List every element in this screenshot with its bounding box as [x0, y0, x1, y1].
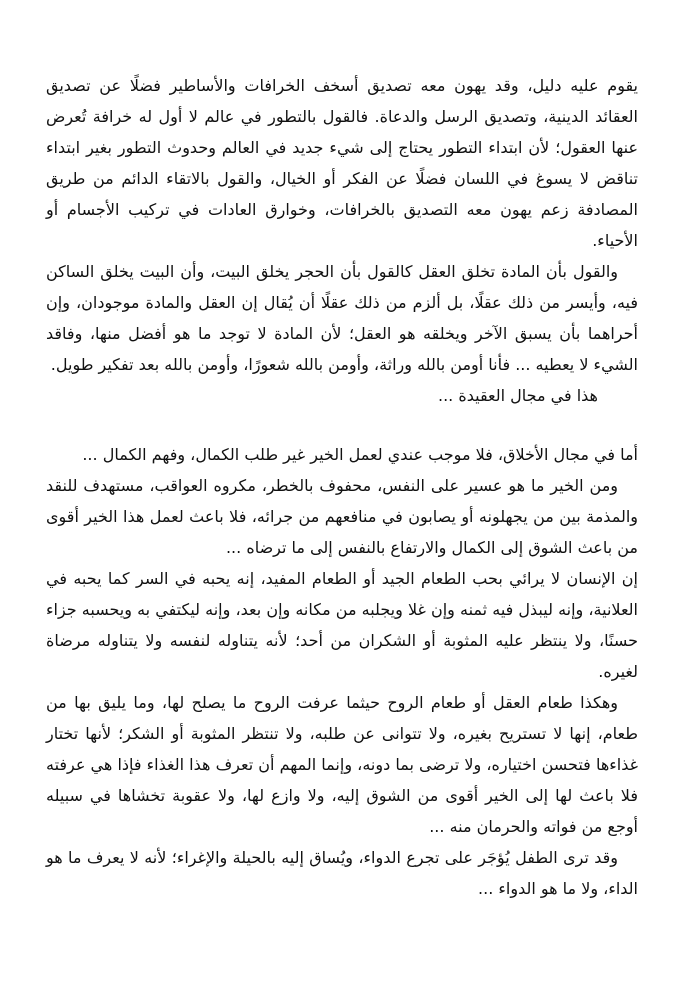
paragraph-ethics-2: ومن الخير ما هو عسير على النفس، محفوف بالخطر، مكروه العواقب، مستهدف للنقد والمذمة بين من يجهلونه أو يصابون في منافعهم من جرائه، فلا باعث لعمل هذا الخير أقوى من باعث الشوق إلى الكمال والارتفاع بالنفس إلى ما ترضاه ... — [46, 476, 638, 557]
paragraph-ethics-3: إن الإنسان لا يرائي بحب الطعام الجيد أو الطعام المفيد، إنه يحبه في السر كما يحبه في العلانية، وإنه ليبذل فيه ثمنه وإن غلا ويجلبه من مكانه وإن بعد، وإنه ليكتفي به ويحسبه جزاء حسنًا، ولا ينتظر عليه المثوبة أو الشكران من أحد؛ لأنه يتناوله لنفسه ولا يتناوله مرضاة لغيره. — [46, 569, 638, 681]
paragraph-belief-1: يقوم عليه دليل، وقد يهون معه تصديق أسخف الخرافات والأساطير فضلًا عن تصديق العقائد الدينية، وتصديق الرسل والدعاة. فالقول بالتطور في عالم لا أول له خرافة تُعرض عنها العقول؛ لأن ابتداء التطور يحتاج إلى شيء جديد في العالم وحدوث التطور بغير ابتداء تناقض لا يسوغ في اللسان فضلًا عن الفكر أو الخيال، والقول بالاتقاء الدائم من طريق المصادفة زعم يهون معه التصديق بالخرافات، وخوارق العادات في تركيب الأجسام أو الأحياء. — [46, 76, 638, 250]
section-closing-belief: هذا في مجال العقيدة ... — [437, 386, 598, 405]
paragraph-belief-2: والقول بأن المادة تخلق العقل كالقول بأن الحجر يخلق البيت، وأن البيت يخلق الساكن فيه، وأيسر من ذلك عقلًا، بل ألزم من ذلك عقلًا أن يُقال إن العقل والمادة موجودان، وإن أحراهما بأن يسبق الآخر ويخلقه هو العقل؛ لأن المادة لا توجد ما هو أفضل منها، وفاقد الشيء لا يعطيه ... فأنا أومن بالله وراثة، وأومن بالله شعورًا، وأومن بالله بعد تفكير طويل. — [46, 262, 638, 374]
section-gap — [46, 411, 638, 439]
paragraph-ethics-5: وقد ترى الطفل يُؤجَر على تجرع الدواء، ويُساق إليه بالحيلة والإغراء؛ لأنه لا يعرف ما هو الداء، ولا ما هو الدواء ... — [46, 848, 638, 898]
paragraph-ethics-1: أما في مجال الأخلاق، فلا موجب عندي لعمل الخير غير طلب الكمال، وفهم الكمال ... — [82, 445, 638, 464]
paragraph-ethics-4: وهكذا طعام العقل أو طعام الروح حيثما عرفت الروح ما يصلح لها، وما يليق بها من طعام، إنها لا تستريح بغيره، ولا تتوانى عن طلبه، ولا تنتظر المثوبة أو الشكر؛ لأنها تختار غذاءها فتحسن اختياره، ولا ترضى بما دونه، وإنما المهم أن تعرف هذا الغذاء فإذا هي عرفته فلا باعث لها إلى الخير أقوى من الشوق إليه، ولا وازع لها، ولا عقوبة تخشاها في سبيله أوجع من فواته والحرمان منه ... — [46, 693, 638, 836]
